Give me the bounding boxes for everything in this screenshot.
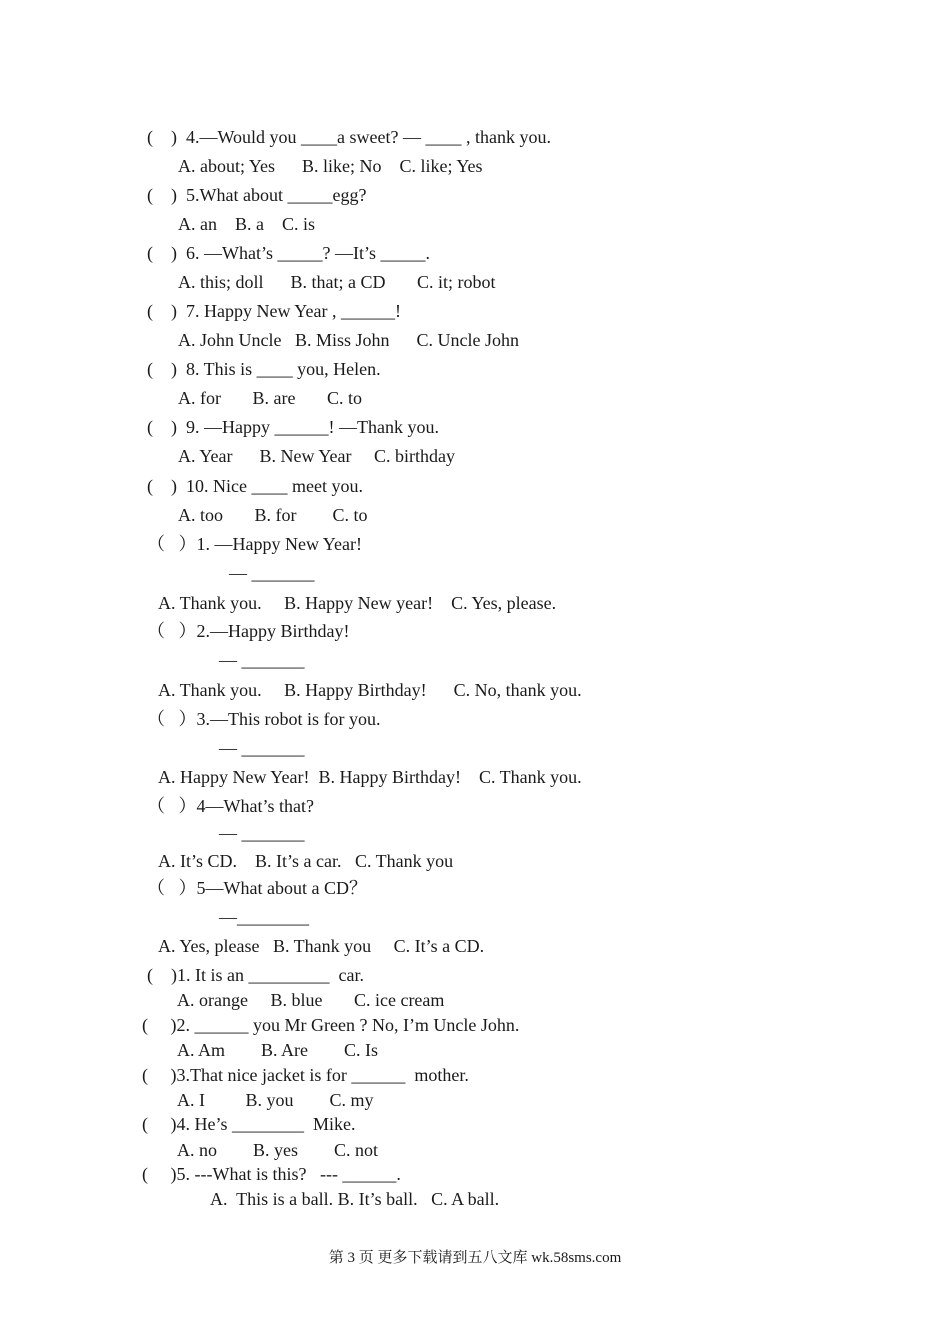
question-line: （ ）2.—Happy Birthday!: [147, 621, 350, 641]
question-line: ( ) 6. —What’s _____? —It’s _____.: [147, 243, 430, 263]
options-line: A. Thank you. B. Happy Birthday! C. No, thank you.: [158, 680, 582, 700]
options-line: A. This is a ball. B. It’s ball. C. A ball.: [210, 1189, 500, 1209]
options-line: A. I B. you C. my: [177, 1090, 374, 1110]
options-line: A. this; doll B. that; a CD C. it; robot: [178, 272, 496, 292]
question-line: ( ) 8. This is ____ you, Helen.: [147, 359, 381, 379]
question-line: （ ）3.—This robot is for you.: [147, 709, 381, 729]
answer-blank-line: — _______: [219, 650, 305, 670]
question-line: （ ）4—What’s that?: [147, 796, 314, 816]
question-line: ( ) 5.What about _____egg?: [147, 185, 367, 205]
answer-blank-line: — _______: [219, 823, 305, 843]
question-line: ( )3.That nice jacket is for ______ mother.: [142, 1065, 469, 1085]
question-line: ( )4. He’s ________ Mike.: [142, 1114, 356, 1134]
question-line: ( ) 9. —Happy ______! —Thank you.: [147, 417, 439, 437]
question-line: ( ) 7. Happy New Year , ______!: [147, 301, 401, 321]
options-line: A. for B. are C. to: [178, 388, 362, 408]
options-line: A. orange B. blue C. ice cream: [177, 990, 445, 1010]
options-line: A. no B. yes C. not: [177, 1140, 379, 1160]
options-line: A. Am B. Are C. Is: [177, 1040, 379, 1060]
options-line: A. Year B. New Year C. birthday: [178, 446, 455, 466]
question-line: ( )1. It is an _________ car.: [147, 965, 364, 985]
answer-blank-line: — _______: [229, 563, 315, 583]
options-line: A. It’s CD. B. It’s a car. C. Thank you: [158, 851, 454, 871]
options-line: A. about; Yes B. like; No C. like; Yes: [178, 156, 483, 176]
answer-blank-line: — _______: [219, 738, 305, 758]
question-line: （ ）1. —Happy New Year!: [147, 534, 362, 554]
options-line: A. Happy New Year! B. Happy Birthday! C. Thank you.: [158, 767, 582, 787]
options-line: A. Thank you. B. Happy New year! C. Yes, please.: [158, 593, 557, 613]
page-footer: 第 3 页 更多下载请到五八文库 wk.58sms.com: [328, 1250, 622, 1266]
question-line: ( ) 4.—Would you ____a sweet? — ____ , thank you.: [147, 127, 551, 147]
question-line: ( )5. ---What is this? --- ______.: [142, 1164, 401, 1184]
options-line: A. John Uncle B. Miss John C. Uncle John: [178, 330, 519, 350]
options-line: A. Yes, please B. Thank you C. It’s a CD.: [158, 936, 485, 956]
question-line: ( ) 10. Nice ____ meet you.: [147, 476, 363, 496]
options-line: A. an B. a C. is: [178, 214, 315, 234]
question-line: （ ）5—What about a CD？: [147, 878, 367, 898]
question-line: ( )2. ______ you Mr Green ? No, I’m Uncle John.: [142, 1015, 520, 1035]
answer-blank-line: —________: [219, 907, 309, 927]
options-line: A. too B. for C. to: [178, 505, 368, 525]
